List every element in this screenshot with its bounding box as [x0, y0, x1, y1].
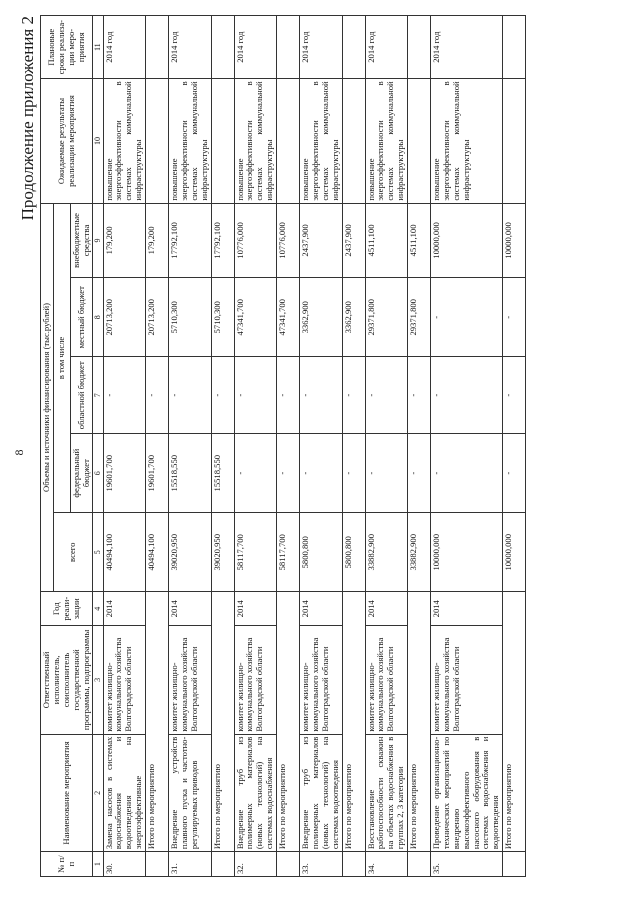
result: повышение энергоэффективности в системах коммунальной инфраструктуры	[431, 79, 503, 203]
financing-table	[40, 15, 526, 877]
total: 10000,000	[503, 513, 526, 592]
regional: -	[169, 357, 212, 434]
extra: 179,200	[103, 203, 146, 278]
col-number: 8	[93, 278, 103, 357]
header-funding: Объемы и источники финансирования (тыс.рублей)	[41, 203, 54, 592]
table-row-total	[342, 16, 365, 877]
table-row	[365, 16, 408, 877]
regional: -	[277, 357, 300, 434]
col-number: 6	[93, 434, 103, 513]
executor: комитет жилищно-коммунального хозяйства Волгоградской области	[365, 626, 408, 734]
executor: комитет жилищно-коммунального хозяйства Волгоградской области	[234, 626, 277, 734]
total: 39020,950	[211, 513, 234, 592]
total: 40494,100	[103, 513, 146, 592]
federal: 15518,550	[211, 434, 234, 513]
col-number: 1	[93, 852, 103, 877]
federal: -	[431, 434, 503, 513]
col-number: 7	[93, 357, 103, 434]
federal: 19601,700	[146, 434, 169, 513]
extra: 179,200	[146, 203, 169, 278]
total: 5800,800	[300, 513, 343, 592]
header-name: Наименование мероприятия	[41, 734, 93, 852]
row-number: 33.	[300, 852, 343, 877]
total-label: Итого по мероприятию	[408, 592, 431, 852]
col-number: 4	[93, 592, 103, 626]
table-row-total	[211, 16, 234, 877]
federal: 15518,550	[169, 434, 212, 513]
col-number: 9	[93, 203, 103, 278]
federal: -	[342, 434, 365, 513]
total-label: Итого по мероприятию	[146, 592, 169, 852]
header-local: местный бюджет	[70, 278, 93, 357]
federal: -	[408, 434, 431, 513]
header-federal: федеральный бюджет	[70, 434, 93, 513]
extra: 17792,100	[169, 203, 212, 278]
executor: комитет жилищно-коммунального хозяйства Волгоградской области	[169, 626, 212, 734]
extra: 4511,100	[365, 203, 408, 278]
measure-name: Замена насосов в системах водоснабжения и водоотведения на энергоэффективные	[103, 734, 146, 852]
header-incl: в том числе	[53, 203, 70, 513]
page-number: 8	[12, 449, 26, 456]
table-row	[431, 16, 503, 877]
local: -	[503, 278, 526, 357]
measure-name: Внедрение труб из полимерных материалов (новых технологий) на системах водоотведения	[300, 734, 343, 852]
executor: комитет жилищно-коммунального хозяйства Волгоградской области	[300, 626, 343, 734]
table-row-total	[408, 16, 431, 877]
local: -	[431, 278, 503, 357]
extra: 2437,900	[342, 203, 365, 278]
year: 2014	[431, 592, 503, 626]
row-number: 30.	[103, 852, 146, 877]
table-row-total	[503, 16, 526, 877]
regional: -	[342, 357, 365, 434]
federal: -	[277, 434, 300, 513]
table-row	[234, 16, 277, 877]
total-label: Итого по мероприятию	[211, 592, 234, 852]
regional: -	[211, 357, 234, 434]
year: 2014	[365, 592, 408, 626]
header-result: Ожидаемые результаты реализации мероприятия	[41, 79, 93, 203]
local: 20713,200	[103, 278, 146, 357]
result: повышение энергоэффективности в системах коммунальной инфраструктуры	[103, 79, 146, 203]
deadline: 2014 год	[431, 16, 503, 79]
regional: -	[300, 357, 343, 434]
deadline: 2014 год	[300, 16, 343, 79]
extra: 2437,900	[300, 203, 343, 278]
table-row-total	[146, 16, 169, 877]
local: 47341,700	[234, 278, 277, 357]
regional: -	[408, 357, 431, 434]
header-year: Год реали-зации	[41, 592, 93, 626]
deadline: 2014 год	[169, 16, 212, 79]
table-row-total	[277, 16, 300, 877]
local: 5710,300	[211, 278, 234, 357]
extra: 10776,000	[234, 203, 277, 278]
col-number: 2	[93, 734, 103, 852]
year: 2014	[234, 592, 277, 626]
measure-name: Проведение организационно-технических мероприятий по внедрению высокоэффективного насосного оборудования в системах водоснабжения и водоотведения	[431, 734, 503, 852]
measure-name: Восстановление работоспособности скважин на объектах водоснабжения в группах 2, 3 категории	[365, 734, 408, 852]
federal: -	[365, 434, 408, 513]
deadline: 2014 год	[365, 16, 408, 79]
regional: -	[431, 357, 503, 434]
result: повышение энергоэффективности в системах коммунальной инфраструктуры	[234, 79, 277, 203]
federal: -	[503, 434, 526, 513]
total: 58117,700	[277, 513, 300, 592]
measure-name: Внедрение устройств плавного пуска и частотно-регулируемых приводов	[169, 734, 212, 852]
table-row	[300, 16, 343, 877]
measure-name: Внедрение труб из полимерных материалов (новых технологий) на системах водоснабжения	[234, 734, 277, 852]
deadline: 2014 год	[103, 16, 146, 79]
federal: 19601,700	[103, 434, 146, 513]
header-executor: Ответственный исполнитель, соисполнитель государственной программы, подпрограммы	[41, 626, 93, 734]
total-label: Итого по мероприятию	[503, 592, 526, 852]
local: 3362,900	[300, 278, 343, 357]
local: 29371,800	[408, 278, 431, 357]
continuation-title: Продолжение приложения 2	[18, 16, 37, 221]
col-number: 11	[93, 16, 103, 79]
federal: -	[300, 434, 343, 513]
table-row	[169, 16, 212, 877]
row-number: 34.	[365, 852, 408, 877]
local: 5710,300	[169, 278, 212, 357]
extra: 17792,100	[211, 203, 234, 278]
local: 20713,200	[146, 278, 169, 357]
row-number: 35.	[431, 852, 503, 877]
header-total: всего	[53, 513, 93, 592]
result: повышение энергоэффективности в системах коммунальной инфраструктуры	[300, 79, 343, 203]
row-number: 31.	[169, 852, 212, 877]
extra: 10000,000	[503, 203, 526, 278]
federal: -	[234, 434, 277, 513]
executor: комитет жилищно-коммунального хозяйства Волгоградской области	[103, 626, 146, 734]
local: 29371,800	[365, 278, 408, 357]
header-regional: областной бюджет	[70, 357, 93, 434]
extra: 10000,000	[431, 203, 503, 278]
total-label: Итого по мероприятию	[342, 592, 365, 852]
local: 3362,900	[342, 278, 365, 357]
total: 40494,100	[146, 513, 169, 592]
total-label: Итого по мероприятию	[277, 592, 300, 852]
row-number: 32.	[234, 852, 277, 877]
year: 2014	[103, 592, 146, 626]
total: 58117,700	[234, 513, 277, 592]
regional: -	[234, 357, 277, 434]
header-extra: внебюджетные средства	[70, 203, 93, 278]
header-deadline: Плановые сроки реализа-ции меро-приятия	[41, 16, 93, 79]
year: 2014	[300, 592, 343, 626]
total: 10000,000	[431, 513, 503, 592]
extra: 4511,100	[408, 203, 431, 278]
total: 39020,950	[169, 513, 212, 592]
regional: -	[503, 357, 526, 434]
header-no: № п/п	[41, 852, 93, 877]
local: 47341,700	[277, 278, 300, 357]
result: повышение энергоэффективности в системах коммунальной инфраструктуры	[169, 79, 212, 203]
result: повышение энергоэффективности в системах коммунальной инфраструктуры	[365, 79, 408, 203]
total: 33882,900	[365, 513, 408, 592]
col-number: 10	[93, 79, 103, 203]
regional: -	[103, 357, 146, 434]
total: 5800,800	[342, 513, 365, 592]
col-number: 5	[93, 513, 103, 592]
year: 2014	[169, 592, 212, 626]
deadline: 2014 год	[234, 16, 277, 79]
col-number: 3	[93, 626, 103, 734]
regional: -	[365, 357, 408, 434]
total: 33882,900	[408, 513, 431, 592]
extra: 10776,000	[277, 203, 300, 278]
regional: -	[146, 357, 169, 434]
executor: комитет жилищно-коммунального хозяйства Волгоградской области	[431, 626, 503, 734]
table-row	[103, 16, 146, 877]
